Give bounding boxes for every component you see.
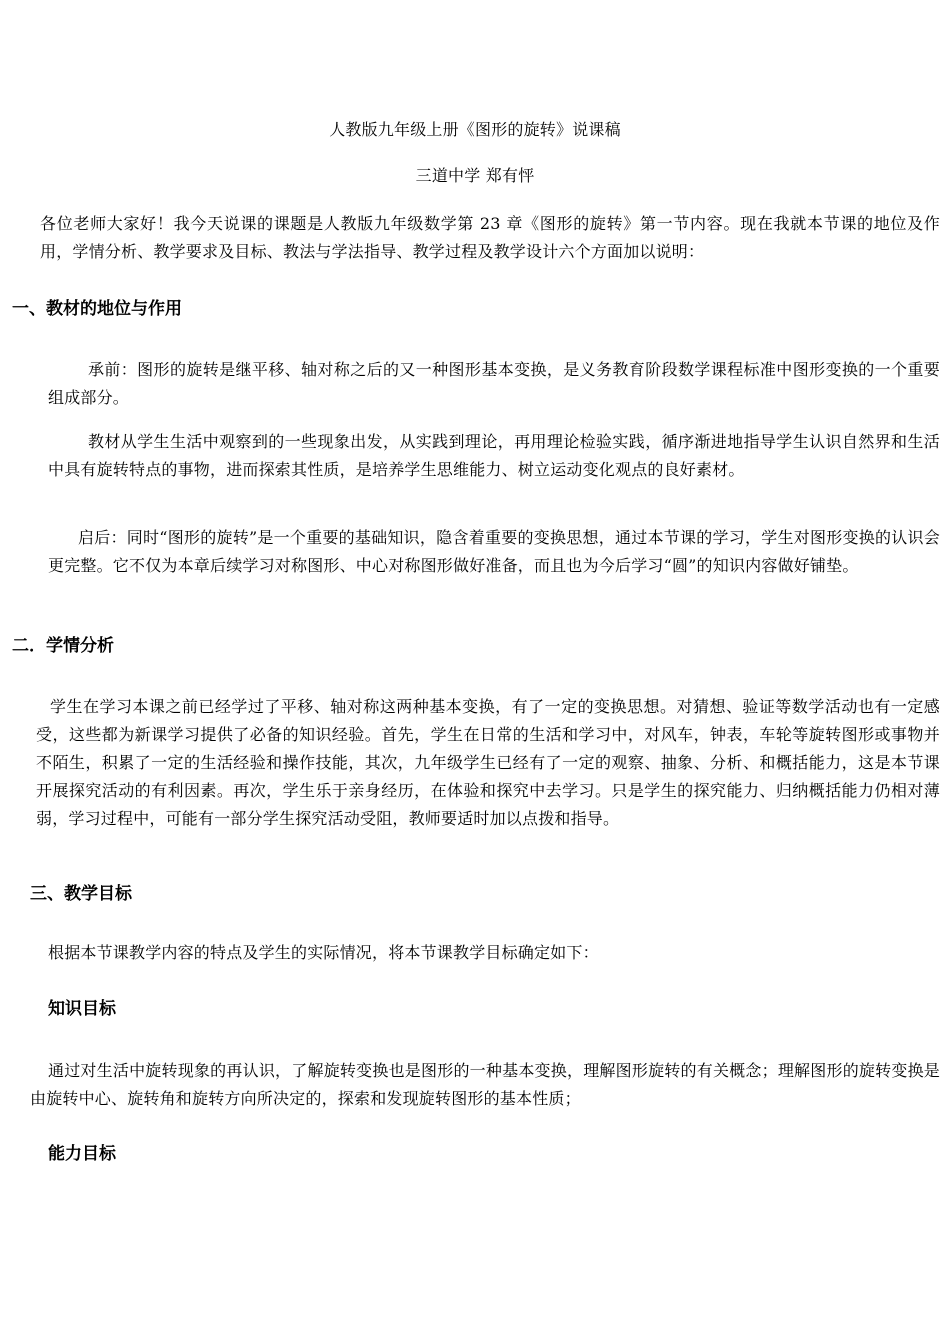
subheading-knowledge-goals: 知识目标 (48, 999, 116, 1019)
paragraph-future-learning: 启后：同时“图形的旋转”是一个重要的基础知识，隐含着重要的变换思想，通过本节课的学习，学生对图形变换的认识会更完整。它不仅为本章后续学习对称图形、中心对称图形做好准备，而且也为今后学习“圆”的知识内容做好铺垫。 (48, 528, 940, 575)
section-heading-teaching-goals: 三、教学目标 (30, 884, 132, 904)
subheading-ability-goals: 能力目标 (48, 1144, 116, 1164)
document-author: 三道中学 郑有怦 (415, 166, 535, 185)
paragraph-goals-intro: 根据本节课教学内容的特点及学生的实际情况，将本节课教学目标确定如下： (48, 943, 599, 962)
intro-paragraph: 各位老师大家好！我今天说课的课题是人教版九年级数学第 23 章《图形的旋转》第一节内容。现在我就本节课的地位及作用，学情分析、教学要求及目标、教法与学法指导、教学过程及教学设计六个方面加以说明： (40, 214, 940, 261)
section-heading-textbook-role: 一、教材的地位与作用 (12, 299, 182, 319)
paragraph-prior-knowledge: 承前：图形的旋转是继平移、轴对称之后的又一种图形基本变换，是义务教育阶段数学课程标准中图形变换的一个重要组成部分。 (48, 360, 940, 407)
paragraph-textbook-approach: 教材从学生生活中观察到的一些现象出发，从实践到理论，再用理论检验实践，循序渐进地指导学生认识自然界和生活中具有旋转特点的事物，进而探索其性质，是培养学生思维能力、树立运动变化观点的良好素材。 (48, 432, 940, 479)
section-heading-student-analysis: 二．学情分析 (12, 636, 114, 656)
paragraph-knowledge-goals: 通过对生活中旋转现象的再认识，了解旋转变换也是图形的一种基本变换，理解图形旋转的有关概念；理解图形的旋转变换是由旋转中心、旋转角和旋转方向所决定的，探索和发现旋转图形的基本性质； (30, 1061, 940, 1108)
paragraph-student-analysis: 学生在学习本课之前已经学过了平移、轴对称这两种基本变换，有了一定的变换思想。对猜想、验证等数学活动也有一定感受，这些都为新课学习提供了必备的知识经验。首先，学生在日常的生活和学习中，对风车，钟表，车轮等旋转图形或事物并不陌生，积累了一定的生活经验和操作技能，其次，九年级学生已经有了一定的观察、抽象、分析、和概括能力，这是本节课开展探究活动的有利因素。再次，学生乐于亲身经历，在体验和探究中去学习。只是学生的探究能力、归纳概括能力仍相对薄弱，学习过程中，可能有一部分学生探究活动受阻，教师要适时加以点拨和指导。 (36, 697, 940, 828)
document-title: 人教版九年级上册《图形的旋转》说课稿 (329, 120, 621, 139)
